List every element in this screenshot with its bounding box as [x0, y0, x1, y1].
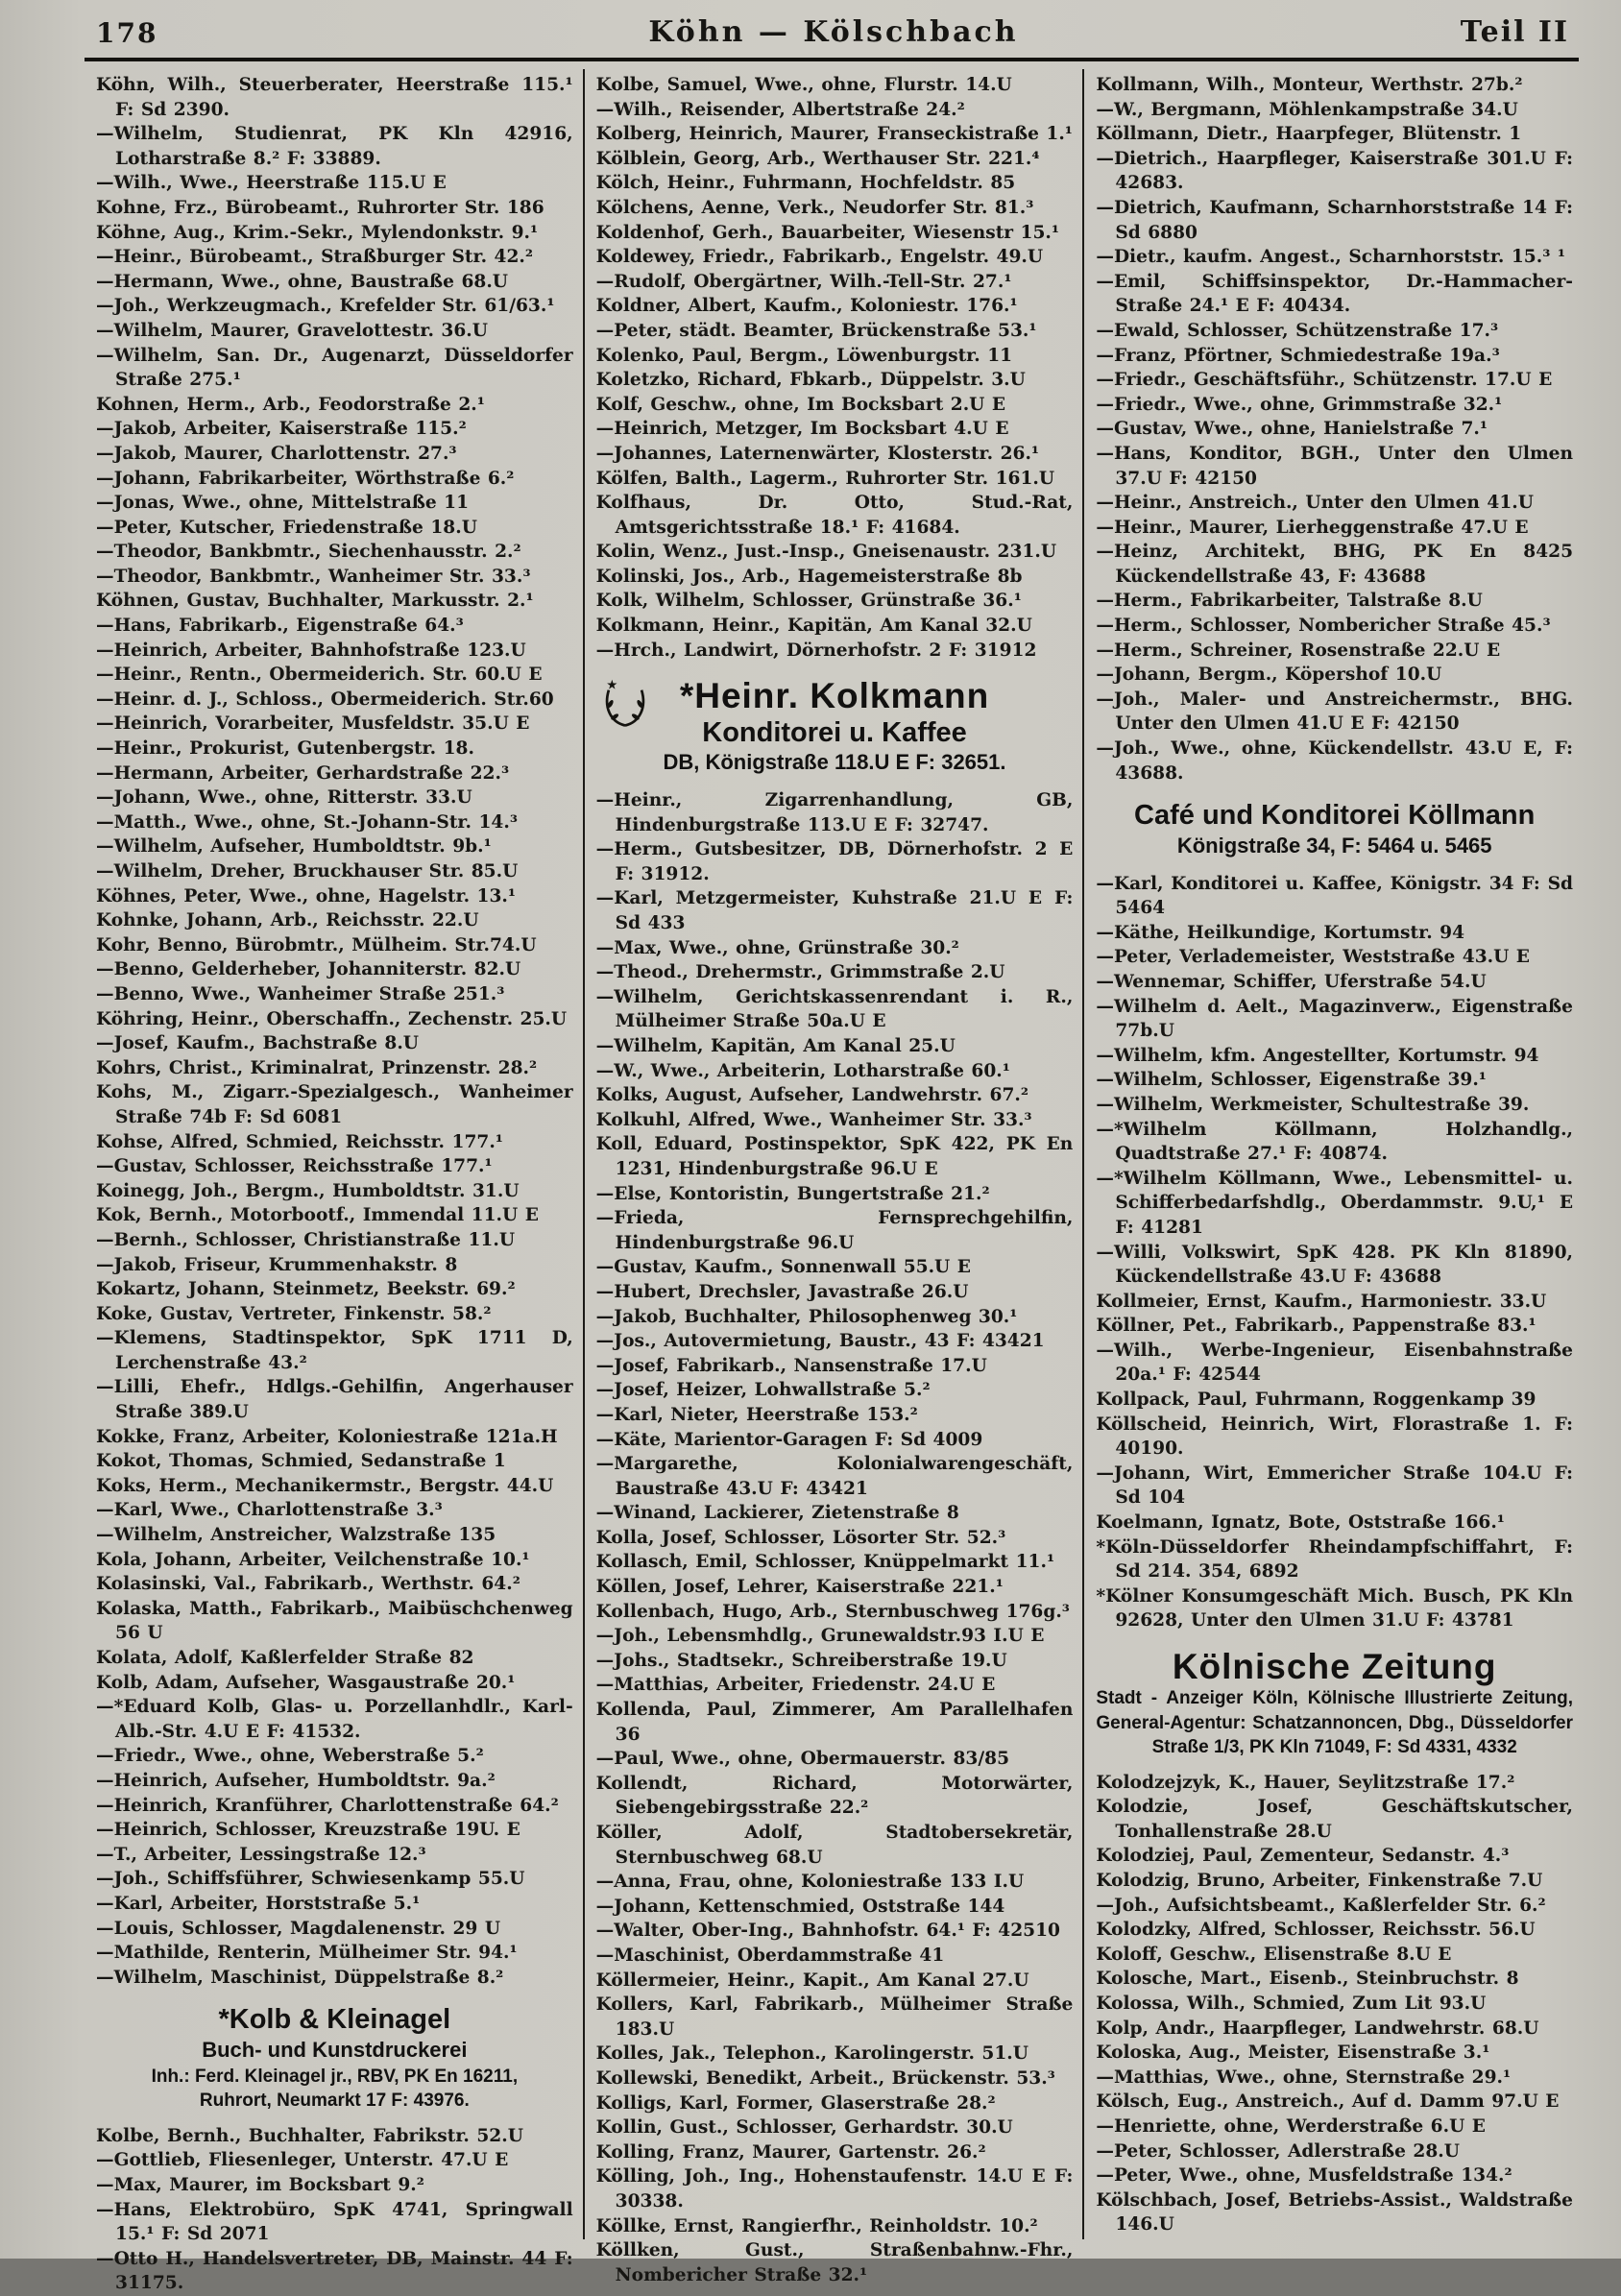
directory-entry: —Bernh., Schlosser, Christianstraße 11.U	[96, 1229, 516, 1250]
directory-entry: —Karl, Metzgermeister, Kuhstraße 21.U E F: Sd 433	[595, 888, 1074, 934]
directory-entry: Kolfhaus, Dr. Otto, Stud.-Rat, Amtsgerichtsstraße 18.¹ F: 41684.	[595, 493, 1074, 538]
directory-entry: —Benno, Gelderheber, Johanniterstr. 82.U	[96, 959, 521, 980]
directory-entry: Kolks, August, Aufseher, Landwehrstr. 67.²	[595, 1085, 1029, 1106]
directory-entry: —Peter, Verlademeister, Weststraße 43.U E	[1096, 947, 1530, 968]
directory-entry: —Wennemar, Schiffer, Uferstraße 54.U	[1096, 971, 1487, 992]
directory-entry: Kohr, Benno, Bürobmtr., Mülheim. Str.74.U	[96, 934, 537, 955]
directory-entry: Kok, Bernh., Motorbootf., Immendal 11.U E	[96, 1205, 539, 1226]
directory-entry: Koke, Gustav, Vertreter, Finkenstr. 58.²	[96, 1303, 492, 1324]
directory-entry: —Peter, Wwe., ohne, Musfeldstraße 134.²	[1096, 2165, 1512, 2187]
directory-entry: Kolbe, Bernh., Buchhalter, Fabrikstr. 52.U	[96, 2125, 523, 2146]
directory-entry: —Heinrich, Schlosser, Kreuzstraße 19U. E	[96, 1820, 520, 1841]
directory-entry: —*Eduard Kolb, Glas- u. Porzellanhdlr., Karl-Alb.-Str. 4.U E F: 41532.	[96, 1697, 573, 1742]
directory-entry: —Otto H., Handelsvertreter, DB, Mainstr. 44 F: 31175.	[96, 2248, 573, 2294]
cafe-koellmann-ad	[1096, 799, 1573, 859]
directory-entry: Kohrs, Christ., Kriminalrat, Prinzenstr. 28.²	[96, 1057, 538, 1078]
directory-entry: Koldewey, Friedr., Fabrikarb., Engelstr. 49.U	[595, 247, 1044, 268]
directory-entry: Kolodzejzyk, K., Hauer, Seylitzstraße 17.²	[1096, 1772, 1515, 1793]
directory-entry: Kokke, Franz, Arbeiter, Koloniestraße 121a.H	[96, 1426, 558, 1447]
directory-entry: —Joh., Schiffsführer, Schwiesenkamp 55.U	[96, 1869, 525, 1890]
directory-entry: —Wilhelm, kfm. Angestellter, Kortumstr. 94	[1096, 1045, 1539, 1066]
directory-entry: —Wilhelm, Kapitän, Am Kanal 25.U	[595, 1036, 956, 1057]
directory-entry: —Dietrich., Haarpfleger, Kaiserstraße 301.U F: 42683.	[1096, 148, 1574, 194]
directory-entry: —W., Wwe., Arbeiterin, Lotharstraße 60.¹	[595, 1060, 1010, 1081]
directory-entry: Köllner, Pet., Fabrikarb., Pappenstraße 83.¹	[1096, 1316, 1536, 1337]
directory-entry: Kollendt, Richard, Motorwärter, Siebengebirgsstraße 22.²	[595, 1773, 1074, 1819]
directory-entry: —Heinrich, Kranführer, Charlottenstraße 64.²	[96, 1795, 559, 1816]
directory-entry: —Johann, Kettenschmied, Oststraße 144	[595, 1896, 1005, 1917]
directory-entry: Kölsch, Eug., Anstreich., Auf d. Damm 97.U E	[1096, 2091, 1560, 2113]
directory-entry: Kolenko, Paul, Bergm., Löwenburgstr. 11	[595, 345, 1013, 366]
directory-entry: —Herm., Schlosser, Nombericher Straße 45.³	[1096, 616, 1551, 637]
directory-entry: —Josef, Kaufm., Bachstraße 8.U	[96, 1033, 420, 1054]
directory-entry: —Willi, Volkswirt, SpK 428. PK Kln 81890, Kückendellstraße 43.U F: 43688	[1096, 1242, 1574, 1288]
directory-entry: Kolp, Andr., Haarpfleger, Landwehrstr. 68.U	[1096, 2018, 1539, 2039]
heinr-kolkmann-ad	[596, 676, 1074, 777]
directory-entry: —Herm., Schreiner, Rosenstraße 22.U E	[1096, 640, 1501, 661]
directory-entry: Kolf, Geschw., ohne, Im Bocksbart 2.U E	[595, 394, 1006, 415]
directory-entry: —Walter, Ober-Ing., Bahnhofstr. 64.¹ F: 42510	[595, 1921, 1060, 1942]
svg-text:★: ★	[605, 677, 617, 693]
directory-entry: Kölblein, Georg, Arb., Werthauser Str. 221.⁴	[595, 148, 1040, 169]
directory-entry: —Henriette, ohne, Werderstraße 6.U E	[1096, 2116, 1486, 2137]
directory-entry: —Joh., Wwe., ohne, Kückendellstr. 43.U E, F: 43688.	[1096, 738, 1574, 784]
directory-entry: —Heinr., Zigarrenhandlung, GB, Hindenburgstraße 113.U E F: 32747.	[595, 790, 1074, 835]
directory-entry: —Heinrich, Aufseher, Humboldtstr. 9a.²	[96, 1770, 496, 1791]
directory-entry: —Wilhelm, San. Dr., Augenarzt, Düsseldorfer Straße 275.¹	[96, 345, 573, 391]
directory-entry: —Heinrich, Metzger, Im Bocksbart 4.U E	[595, 419, 1009, 440]
directory-entry: —Wilhelm d. Aelt., Magazinverw., Eigenstraße 77b.U	[1096, 996, 1574, 1042]
directory-entry: —Benno, Wwe., Wanheimer Straße 251.³	[96, 983, 505, 1004]
directory-entry: Kollewski, Benedikt, Arbeit., Brückenstr. 53.³	[595, 2067, 1055, 2089]
directory-entry: Kolkmann, Heinr., Kapitän, Am Kanal 32.U	[595, 616, 1032, 637]
directory-entry: Kohse, Alfred, Schmied, Reichsstr. 177.¹	[96, 1131, 503, 1152]
directory-entry: Kollenda, Paul, Zimmerer, Am Parallelhafen 36	[595, 1700, 1074, 1745]
directory-entry: —Frieda, Fernsprechgehilfin, Hindenburgstraße 96.U	[595, 1208, 1074, 1253]
directory-entry: —Hrch., Landwirt, Dörnerhofstr. 2 F: 31912	[595, 640, 1037, 661]
directory-entry: —Wilhelm, Maschinist, Düppelstraße 8.²	[96, 1967, 504, 1988]
directory-entry: Köhn, Wilh., Steuerberater, Heerstraße 115.¹ F: Sd 2390.	[96, 75, 573, 120]
directory-entry: Kohne, Frz., Bürobeamt., Ruhrorter Str. 186	[96, 197, 544, 218]
directory-entry: —W., Bergmann, Möhlenkampstraße 34.U	[1096, 99, 1518, 120]
directory-entry: —Wilh., Werbe-Ingenieur, Eisenbahnstraße 20a.¹ F: 42544	[1096, 1340, 1574, 1386]
directory-entry: —Joh., Werkzeugmach., Krefelder Str. 61/63.¹	[96, 296, 555, 317]
directory-entry: —Hermann, Wwe., ohne, Baustraße 68.U	[96, 271, 509, 292]
ad-line: Stadt - Anzeiger Köln, Kölnische Illustrierte Zeitung, General-Agentur: Schatzannoncen, Dbg., Düsseldorfer Straße 1/3, PK Kln 71049, F: Sd 4331, 4332	[1096, 1688, 1574, 1757]
directory-entry: Köllken, Gust., Straßenbahnw.-Fhr., Nombericher Straße 32.¹	[595, 2240, 1074, 2285]
directory-entry: —Theod., Drehermstr., Grimmstraße 2.U	[595, 962, 1005, 983]
ad-line: Kölnische Zeitung	[1172, 1647, 1497, 1687]
ad-line: *Kolb & Kleinagel	[218, 2004, 451, 2036]
directory-entry: Koinegg, Joh., Bergm., Humboldtstr. 31.U	[96, 1180, 520, 1201]
directory-entry: —Else, Kontoristin, Bungertstraße 21.²	[595, 1183, 990, 1204]
directory-entry: —Lilli, Ehefr., Hdlgs.-Gehilfin, Angerhauser Straße 389.U	[96, 1377, 573, 1423]
directory-entry: Kokartz, Johann, Steinmetz, Beekstr. 69.²	[96, 1279, 516, 1300]
directory-entry: Kollpack, Paul, Fuhrmann, Roggenkamp 39	[1096, 1390, 1536, 1411]
directory-entry: —*Wilhelm Köllmann, Holzhandlg., Quadtstraße 27.¹ F: 40874.	[1096, 1119, 1574, 1165]
directory-columns	[85, 69, 1583, 2294]
directory-entry: Kollers, Karl, Fabrikarb., Mülheimer Straße 183.U	[595, 1994, 1074, 2040]
directory-entry: —Johs., Stadtsekr., Schreiberstraße 19.U	[595, 1650, 1007, 1671]
directory-entry: Kolkuhl, Alfred, Wwe., Wanheimer Str. 33.³	[595, 1109, 1032, 1130]
directory-entry: —Johann, Wwe., ohne, Ritterstr. 33.U	[96, 787, 472, 809]
directory-entry: Kölch, Heinr., Fuhrmann, Hochfeldstr. 85	[595, 173, 1016, 194]
directory-entry: Köhring, Heinr., Oberschaffn., Zechenstr. 25.U	[96, 1008, 568, 1029]
directory-entry: Koelmann, Ignatz, Bote, Oststraße 166.¹	[1096, 1512, 1505, 1534]
directory-entry: Kolbe, Samuel, Wwe., ohne, Flurstr. 14.U	[595, 75, 1012, 95]
directory-entry: —Gustav, Schlosser, Reichsstraße 177.¹	[96, 1156, 493, 1177]
directory-entry: —Jakob, Friseur, Krummenhakstr. 8	[96, 1254, 458, 1275]
directory-entry: —Hans, Konditor, BGH., Unter den Ulmen 37.U F: 42150	[1096, 443, 1574, 489]
directory-entry: Köllmann, Dietr., Haarpfeger, Blütenstr. 1	[1096, 124, 1522, 145]
directory-entry: —Wilhelm, Werkmeister, Schultestraße 39.	[1096, 1094, 1530, 1115]
header-part-label: Teil II	[1460, 15, 1569, 49]
directory-entry: Koldner, Albert, Kaufm., Koloniestr. 176.¹	[595, 296, 1018, 317]
page-header	[88, 15, 1579, 54]
directory-entry: —*Wilhelm Köllmann, Wwe., Lebensmittel- u. Schifferbedarfshdlg., Oberdammstr. 9.U,¹ E F: 41281	[1096, 1168, 1574, 1238]
directory-entry: *Köln-Düsseldorfer Rheindampfschiffahrt, F: Sd 214. 354, 6892	[1096, 1536, 1574, 1583]
directory-entry: Kollmeier, Ernst, Kaufm., Harmoniestr. 33.U	[1096, 1291, 1547, 1312]
directory-entry: Kolberg, Heinrich, Maurer, Franseckistraße 1.¹	[595, 124, 1073, 145]
directory-entry: —Karl, Konditorei u. Kaffee, Königstr. 34 F: Sd 5464	[1096, 873, 1574, 919]
directory-entry: —Heinr. d. J., Schloss., Obermeiderich. Str.60	[96, 689, 554, 710]
directory-entry: Köllscheid, Heinrich, Wirt, Florastraße 1. F: 40190.	[1096, 1414, 1574, 1460]
directory-entry: —T., Arbeiter, Lessingstraße 12.³	[96, 1844, 426, 1865]
directory-entry: —Wilh., Wwe., Heerstraße 115.U E	[96, 173, 447, 194]
directory-entry: —Josef, Fabrikarb., Nansenstraße 17.U	[595, 1355, 987, 1376]
directory-entry: —Dietrich, Kaufmann, Scharnhorststraße 14 F: Sd 6880	[1096, 197, 1574, 243]
ad-line: *Heinr. Kolkmann	[679, 676, 990, 716]
directory-entry: —Winand, Lackierer, Zietenstraße 8	[595, 1503, 959, 1524]
directory-entry: Kollasch, Emil, Schlosser, Knüppelmarkt 11.¹	[595, 1552, 1055, 1573]
directory-entry: —Mathilde, Renterin, Mülheimer Str. 94.¹	[96, 1943, 518, 1964]
directory-entry: —Peter, Schlosser, Adlerstraße 28.U	[1096, 2140, 1460, 2162]
directory-entry: —Karl, Arbeiter, Horststraße 5.¹	[96, 1893, 421, 1914]
directory-entry: Kolinski, Jos., Arb., Hagemeisterstraße 8b	[595, 566, 1023, 587]
directory-entry: Köllermeier, Heinr., Kapit., Am Kanal 27.U	[595, 1970, 1029, 1991]
directory-entry: —Rudolf, Obergärtner, Wilh.-Tell-Str. 27.¹	[595, 271, 1012, 292]
directory-entry: Kölchens, Aenne, Verk., Neudorfer Str. 81.³	[595, 197, 1034, 218]
directory-entry: Kokot, Thomas, Schmied, Sedanstraße 1	[96, 1451, 506, 1472]
directory-entry: Koloska, Aug., Meister, Eisenstraße 3.¹	[1096, 2042, 1490, 2064]
directory-entry: Köhne, Aug., Krim.-Sekr., Mylendonkstr. 9.¹	[96, 222, 539, 243]
directory-entry: —Johann, Wirt, Emmericher Straße 104.U F: Sd 104	[1096, 1462, 1574, 1509]
column-1	[85, 69, 583, 2294]
directory-entry: —Max, Wwe., ohne, Grünstraße 30.²	[595, 937, 959, 958]
directory-entry: —Wilhelm, Anstreicher, Walzstraße 135	[96, 1525, 496, 1546]
directory-entry: —Friedr., Wwe., ohne, Grimmstraße 32.¹	[1096, 394, 1503, 415]
directory-entry: —Theodor, Bankbmtr., Wanheimer Str. 33.³	[96, 566, 531, 587]
koelnische-zeitung-ad	[1096, 1647, 1573, 1759]
directory-entry: —Gustav, Wwe., ohne, Hanielstraße 7.¹	[1096, 419, 1488, 440]
directory-entry: Koloff, Geschw., Elisenstraße 8.U E	[1096, 1944, 1452, 1965]
directory-entry: —Hubert, Drechsler, Javastraße 26.U	[595, 1281, 969, 1302]
directory-entry: —Joh., Lebensmhdlg., Grunewaldstr.93 I.U E	[595, 1626, 1045, 1647]
directory-entry: Kollmann, Wilh., Monteur, Werthstr. 27b.²	[1096, 75, 1523, 95]
directory-entry: —Gottlieb, Fliesenleger, Unterstr. 47.U E	[96, 2150, 509, 2171]
directory-entry: Köllen, Josef, Lehrer, Kaiserstraße 221.¹	[595, 1577, 1004, 1598]
directory-entry: —Herm., Gutsbesitzer, DB, Dörnerhofstr. 2 E F: 31912.	[595, 839, 1074, 884]
directory-entry: Kolligs, Karl, Former, Glaserstraße 28.²	[595, 2092, 996, 2114]
directory-entry: —Hermann, Arbeiter, Gerhardstraße 22.³	[96, 762, 510, 784]
directory-entry: —Jos., Autovermietung, Baustr., 43 F: 43421	[595, 1331, 1045, 1352]
directory-entry: —Ewald, Schlosser, Schützenstraße 17.³	[1096, 320, 1499, 341]
ad-line: Inh.: Ferd. Kleinagel jr., RBV, PK En 16211,	[151, 2066, 519, 2087]
directory-entry: —Johannes, Laternenwärter, Klosterstr. 26.¹	[595, 443, 1040, 464]
directory-entry: —Peter, Kutscher, Friedenstraße 18.U	[96, 517, 477, 538]
column-2	[583, 69, 1083, 2285]
ad-line: DB, Königstraße 118.U E F: 32651.	[663, 750, 1006, 775]
directory-entry: —Emil, Schiffsinspektor, Dr.-Hammacher-Straße 24.¹ E F: 40434.	[1096, 271, 1574, 317]
directory-entry: —Matthias, Arbeiter, Friedenstr. 24.U E	[595, 1675, 996, 1696]
directory-entry: Köller, Adolf, Stadtobersekretär, Sternbuschweg 68.U	[595, 1823, 1074, 1868]
directory-entry: —Johann, Bergm., Köpershof 10.U	[1096, 665, 1442, 686]
directory-entry: —Wilhelm, Dreher, Bruckhauser Str. 85.U	[96, 861, 519, 882]
directory-entry: —Louis, Schlosser, Magdalenenstr. 29 U	[96, 1918, 501, 1939]
directory-entry: —Max, Maurer, im Bocksbart 9.²	[96, 2175, 424, 2196]
directory-entry: Kolk, Wilhelm, Schlosser, Grünstraße 36.¹	[595, 591, 1022, 612]
directory-entry: Koletzko, Richard, Fbkarb., Düppelstr. 3.U	[595, 370, 1026, 391]
directory-entry: Kolodziej, Paul, Zementeur, Sedanstr. 4.³	[1096, 1846, 1510, 1867]
directory-entry: —Paul, Wwe., ohne, Obermauerstr. 83/85	[595, 1749, 1010, 1770]
directory-entry: Kölling, Joh., Ing., Hohenstaufenstr. 14.U E F: 30338.	[595, 2166, 1074, 2211]
directory-entry: Kolin, Wenz., Just.-Insp., Gneisenaustr. 231.U	[595, 542, 1057, 563]
directory-entry: Kölschbach, Josef, Betriebs-Assist., Waldstraße 146.U	[1096, 2189, 1574, 2236]
directory-entry: Kollenbach, Hugo, Arb., Sternbuschweg 176g.³	[595, 1601, 1070, 1622]
directory-entry: Kölfen, Balth., Lagerm., Ruhrorter Str. 161.U	[595, 468, 1055, 489]
directory-entry: Köhnen, Gustav, Buchhalter, Markusstr. 2.¹	[96, 591, 534, 612]
directory-entry: Kolodzky, Alfred, Schlosser, Reichsstr. 56.U	[1096, 1920, 1536, 1941]
directory-entry: —Wilhelm, Gerichtskassenrendant i. R., Mülheimer Straße 50a.U E	[595, 986, 1074, 1032]
directory-entry: —Heinrich, Arbeiter, Bahnhofstraße 123.U	[96, 640, 526, 661]
ad-line: Ruhrort, Neumarkt 17 F: 43976.	[199, 2090, 470, 2111]
directory-entry: —Wilhelm, Studienrat, PK Kln 42916, Lotharstraße 8.² F: 33889.	[96, 124, 573, 169]
directory-entry: Kohnke, Johann, Arb., Reichsstr. 22.U	[96, 910, 479, 931]
directory-entry: —Wilhelm, Schlosser, Eigenstraße 39.¹	[1096, 1070, 1487, 1091]
directory-entry: Kolosche, Mart., Eisenb., Steinbruchstr. 8	[1096, 1969, 1519, 1990]
ad-line: Konditorei u. Kaffee	[702, 716, 967, 748]
directory-entry: —Jonas, Wwe., ohne, Mittelstraße 11	[96, 493, 470, 514]
directory-entry: Koks, Herm., Mechanikermstr., Bergstr. 44.U	[96, 1475, 554, 1496]
directory-entry: —Herm., Fabrikarbeiter, Talstraße 8.U	[1096, 591, 1483, 612]
directory-entry: Köhnes, Peter, Wwe., ohne, Hagelstr. 13.¹	[96, 885, 517, 906]
column-3	[1082, 69, 1583, 2239]
ad-line: Buch- und Kunstdruckerei	[202, 2038, 468, 2063]
page-number: 178	[96, 17, 158, 49]
directory-entry: Kola, Johann, Arbeiter, Veilchenstraße 10.¹	[96, 1549, 530, 1570]
directory-entry: —Joh., Aufsichtsbeamt., Kaßlerfelder Str. 6.²	[1096, 1895, 1546, 1916]
directory-entry: —Franz, Pförtner, Schmiedestraße 19a.³	[1096, 345, 1500, 366]
directory-entry: —Heinr., Bürobeamt., Straßburger Str. 42.²	[96, 247, 534, 268]
directory-entry: Kolaska, Matth., Fabrikarb., Maibüschchenweg 56 U	[96, 1598, 573, 1644]
directory-entry: Kolb, Adam, Aufseher, Wasgaustraße 20.¹	[96, 1672, 516, 1693]
directory-entry: —Heinz, Architekt, BHG, PK En 8425 Kückendellstraße 43, F: 43688	[1096, 542, 1574, 587]
directory-entry: —Matthias, Wwe., ohne, Sternstraße 29.¹	[1096, 2066, 1512, 2088]
directory-entry: —Käthe, Heilkundige, Kortumstr. 94	[1096, 922, 1465, 943]
laurel-wreath-icon	[598, 678, 652, 732]
directory-entry: —Jakob, Buchhalter, Philosophenweg 30.¹	[595, 1306, 1018, 1327]
directory-entry: —Margarethe, Kolonialwarengeschäft, Baustraße 43.U F: 43421	[595, 1454, 1074, 1499]
directory-entry: —Hans, Fabrikarb., Eigenstraße 64.³	[96, 616, 464, 637]
directory-entry: —Wilhelm, Aufseher, Humboldtstr. 9b.¹	[96, 836, 492, 858]
directory-entry: Kolossa, Wilh., Schmied, Zum Lit 93.U	[1096, 1994, 1487, 2015]
header-title: Köhn — Kölschbach	[648, 15, 1019, 49]
directory-entry: —Heinr., Rentn., Obermeiderich. Str. 60.U E	[96, 665, 543, 686]
directory-entry: —Wilhelm, Maurer, Gravelottestr. 36.U	[96, 320, 488, 341]
directory-entry: —Wilh., Reisender, Albertstraße 24.²	[595, 99, 965, 120]
directory-entry: —Klemens, Stadtinspektor, SpK 1711 D, Lerchenstraße 43.²	[96, 1328, 573, 1373]
directory-entry: —Heinrich, Vorarbeiter, Musfeldstr. 35.U E	[96, 713, 530, 735]
directory-entry: Kolla, Josef, Schlosser, Lösorter Str. 52.³	[595, 1527, 1006, 1548]
ad-line: Café und Konditorei Köllmann	[1134, 800, 1536, 832]
directory-entry: —Friedr., Geschäftsführ., Schützenstr. 17.U E	[1096, 370, 1553, 391]
directory-entry: —Josef, Heizer, Lohwallstraße 5.²	[595, 1380, 931, 1401]
directory-entry: Köllke, Ernst, Rangierfhr., Reinholdstr. 10.²	[595, 2215, 1038, 2236]
directory-entry: —Joh., Maler- und Anstreichermstr., BHG. Unter den Ulmen 41.U E F: 42150	[1096, 689, 1574, 735]
directory-entry: —Käte, Marientor-Garagen F: Sd 4009	[595, 1429, 983, 1450]
directory-entry: —Theodor, Bankbmtr., Siechenhausstr. 2.²	[96, 542, 521, 563]
directory-entry: Koldenhof, Gerh., Bauarbeiter, Wiesenstr 15.¹	[595, 222, 1060, 243]
directory-entry: —Karl, Wwe., Charlottenstraße 3.³	[96, 1500, 443, 1521]
directory-entry: —Jakob, Maurer, Charlottenstr. 27.³	[96, 443, 457, 464]
directory-entry: —Heinr., Anstreich., Unter den Ulmen 41.U	[1096, 493, 1534, 514]
kolb-kleinagel-ad	[96, 2003, 573, 2113]
directory-entry: Kollin, Gust., Schlosser, Gerhardstr. 30.U	[595, 2117, 1013, 2139]
directory-entry: —Heinr., Maurer, Lierheggenstraße 47.U E	[1096, 517, 1529, 538]
directory-entry: —Peter, städt. Beamter, Brückenstraße 53.¹	[595, 320, 1037, 341]
directory-entry: —Johann, Fabrikarbeiter, Wörthstraße 6.²	[96, 468, 515, 489]
directory-entry: —Hans, Elektrobüro, SpK 4741, Springwall 15.¹ F: Sd 2071	[96, 2199, 573, 2245]
header-rule	[85, 58, 1579, 61]
directory-entry: —Dietr., kaufm. Angest., Scharnhorststr. 15.³ ¹	[1096, 247, 1565, 268]
directory-entry: Kolodzig, Bruno, Arbeiter, Finkenstraße 7.U	[1096, 1871, 1543, 1892]
directory-entry: —Maschinist, Oberdammstraße 41	[595, 1945, 945, 1966]
directory-entry: Kolles, Jak., Telephon., Karolingerstr. 51.U	[595, 2043, 1028, 2065]
directory-entry: Kolodzie, Josef, Geschäftskutscher, Tonhallenstraße 28.U	[1096, 1797, 1574, 1842]
ad-line: Königstraße 34, F: 5464 u. 5465	[1176, 834, 1492, 858]
directory-entry: —Heinr., Prokurist, Gutenbergstr. 18.	[96, 738, 474, 760]
directory-entry: —Gustav, Kaufm., Sonnenwall 55.U E	[595, 1257, 971, 1278]
directory-entry: Kohnen, Herm., Arb., Feodorstraße 2.¹	[96, 394, 485, 415]
directory-entry: Kohs, M., Zigarr.-Spezialgesch., Wanheimer Straße 74b F: Sd 6081	[96, 1082, 573, 1127]
directory-entry: —Matth., Wwe., ohne, St.-Johann-Str. 14.³	[96, 811, 518, 833]
directory-entry: —Friedr., Wwe., ohne, Weberstraße 5.²	[96, 1746, 484, 1767]
directory-entry: Kolasinski, Val., Fabrikarb., Werthstr. 64.²	[96, 1574, 520, 1595]
directory-entry: —Anna, Frau, ohne, Koloniestraße 133 I.U	[595, 1872, 1025, 1893]
directory-entry: Koll, Eduard, Postinspektor, SpK 422, PK En 1231, Hindenburgstraße 96.U E	[595, 1134, 1074, 1179]
directory-entry: Kolata, Adolf, Kaßlerfelder Straße 82	[96, 1648, 474, 1668]
directory-entry: —Karl, Nieter, Heerstraße 153.²	[595, 1404, 918, 1425]
directory-entry: *Kölner Konsumgeschäft Mich. Busch, PK Kln 92628, Unter den Ulmen 31.U F: 43781	[1096, 1585, 1574, 1631]
directory-entry: —Jakob, Arbeiter, Kaiserstraße 115.²	[96, 419, 467, 440]
directory-entry: Kolling, Franz, Maurer, Gartenstr. 26.²	[595, 2141, 986, 2163]
